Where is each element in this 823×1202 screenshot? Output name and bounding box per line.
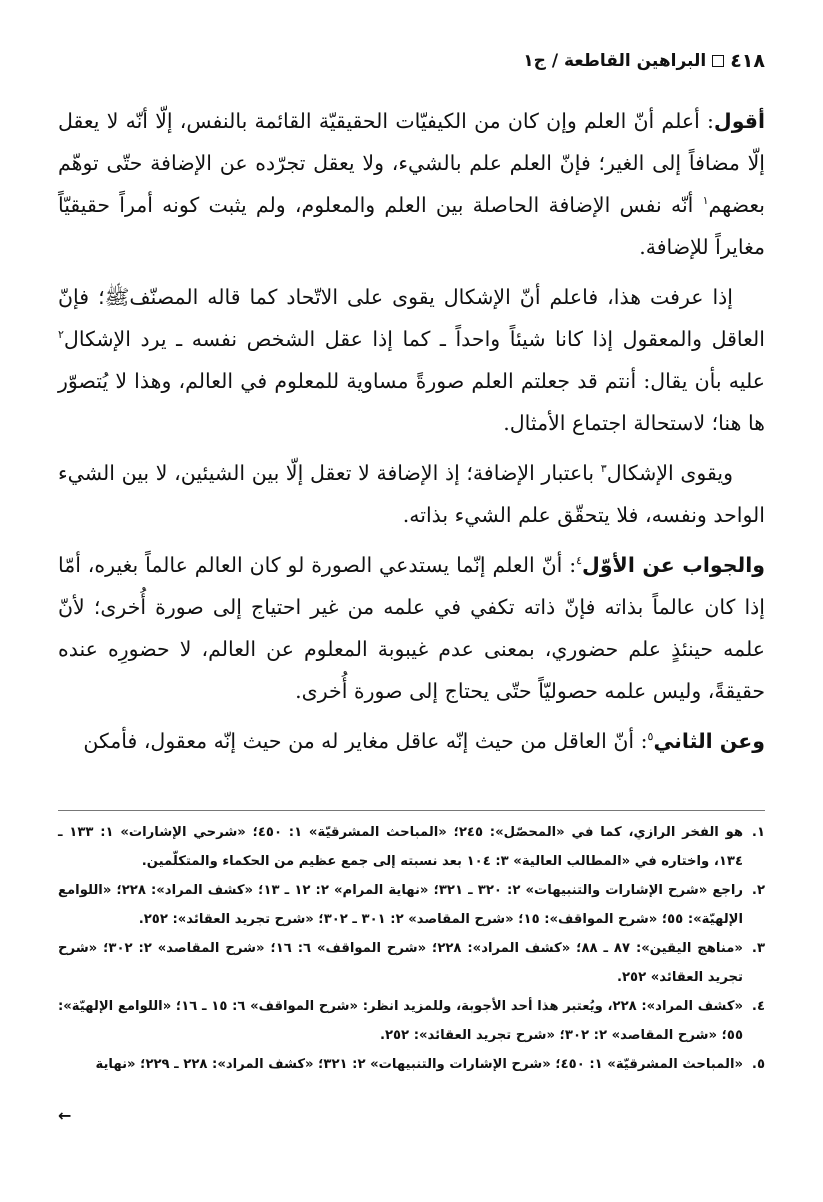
paragraph-text: : أعلم أنّ العلم وإن كان من الكيفيّات الحقيقيّة القائمة بالنفس، إلّا أنّه لا يعقل إلّا مضافاً إلى الغير؛ فإنّ العلم علم بالشيء، ولا يعقل تجرّده عن الإضافة حتّى توهّم بعضهم [58,109,765,217]
main-text [58,100,765,770]
paragraph-text: : أنّ العلم إنّما يستدعي الصورة لو كان العالم عالماً بغيره، أمّا إذا كان عالماً بذاته فإنّ ذاته تكفي في علمه من غير احتياج إلى صورة أُخرى؛ لأنّ علمه حينئذٍ علم حضوري، بمعنى عدم غيبوبة المعلوم عن العالم، لا حضورِه عنده حقيقةً، وليس علمه حصوليّاً حتّى يحتاج إلى صورة أُخرى. [58,553,765,703]
running-header [523,50,765,72]
paragraph-text: عليه بأن يقال: أنتم قد جعلتم العلم صورةً مساوية للمعلوم في العالم، وهذا لا يُتصوّر ها هنا؛ لاستحالة اجتماع الأمثال. [58,369,765,435]
continuation-arrow-icon: ← [58,1106,72,1125]
paragraph-lead: أقول [713,109,765,133]
square-ornament-icon [712,55,724,67]
footnote-text: راجع «شرح الإشارات والتنبيهات» ٢: ٣٢٠ ـ ٣٢١؛ «نهاية المرام» ٢: ١٢ ـ ١٣؛ «كشف المراد»: ٢٢٨؛ «اللوامع الإلهيّة»: ٥٥؛ «شرح المواقف»: ١٥؛ «شرح المقاصد» ٢: ٣٠١ ـ ٣٠٢؛ «شرح تجريد العقائد»: ٢٥٢. [58,883,743,927]
footnote [58,818,765,876]
footnote-number: ٣. [751,941,765,956]
footnote-ref: ٢ [58,328,64,341]
page-number: ٤١٨ [730,50,765,72]
paragraph-text: : أنّ العاقل من حيث إنّه عاقل مغاير له من حيث إنّه معقول، فأمكن [83,729,648,753]
paragraph-lead: والجواب عن الأوّل [582,553,765,577]
paragraph [58,100,765,268]
footnotes [58,818,765,1079]
footnote-number: ٥. [751,1057,765,1072]
footnote-separator [58,810,765,811]
footnote-number: ٤. [751,999,765,1014]
paragraph-text: أنّه نفس الإضافة الحاصلة بين العلم والمعلوم، ولم يثبت كونه أمراً حقيقيّاً مغايراً للإضافة. [58,193,765,259]
footnote-text: هو الفخر الرازي، كما في «المحصّل»: ٢٤٥؛ «المباحث المشرقيّة» ١: ٤٥٠؛ «شرحي الإشارات» ١: ١٣٣ ـ ١٣٤، واختاره في «المطالب العالية» ٣: ١٠٤ بعد نسبته إلى جمع عظيم من الحكماء والمتكلّمين. [58,825,743,869]
paragraph-text: إذا عرفت هذا، فاعلم أنّ الإشكال يقوى على الاتّحاد كما قاله المصنّفﷺ؛ فإنّ العاقل والمعقول إذا كانا شيئاً واحداً ـ كما إذا عقل الشخص نفسه ـ يرد الإشكال [58,285,765,351]
paragraph-lead: وعن الثاني [653,729,765,753]
paragraph-text: ويقوى الإشكال [606,461,733,485]
footnote [58,992,765,1050]
footnote-ref: ٣ [600,462,607,475]
paragraph [58,544,765,712]
paragraph [58,452,765,536]
footnote-number: ١. [751,825,765,840]
footnote [58,1050,765,1079]
footnote-ref: ٤ [576,554,583,567]
footnote-text: «كشف المراد»: ٢٢٨، ويُعتبر هذا أحد الأجوبة، وللمزيد انظر: «شرح المواقف» ٦: ١٥ ـ ١٦؛ «اللوامع الإلهيّة»: ٥٥؛ «شرح المقاصد» ٢: ٣٠٢؛ «شرح تجريد العقائد»: ٢٥٢. [58,999,744,1043]
footnote-number: ٢. [751,883,765,898]
footnote [58,876,765,934]
footnote [58,934,765,992]
footnote-ref: ٥ [647,730,654,743]
paragraph-text: باعتبار الإضافة؛ إذ الإضافة لا تعقل إلّا بين الشيئين، لا بين الشيء الواحد ونفسه، فلا يتحقّق علم الشيء بذاته. [58,461,765,527]
paragraph [58,276,765,444]
footnote-ref: ١ [702,194,709,207]
footnote-text: «المباحث المشرقيّة» ١: ٤٥٠؛ «شرح الإشارات والتنبيهات» ٢: ٣٢١؛ «كشف المراد»: ٢٢٨ ـ ٢٢٩؛ «نهاية [95,1057,743,1072]
paragraph [58,720,765,762]
footnote-text: «مناهج اليقين»: ٨٧ ـ ٨٨؛ «كشف المراد»: ٢٢٨؛ «شرح المواقف» ٦: ١٦؛ «شرح المقاصد» ٢: ٣٠٢؛ «شرح تجريد العقائد» ٢٥٢. [58,941,743,985]
book-title: البراهين القاطعة / ج١ [523,51,707,71]
